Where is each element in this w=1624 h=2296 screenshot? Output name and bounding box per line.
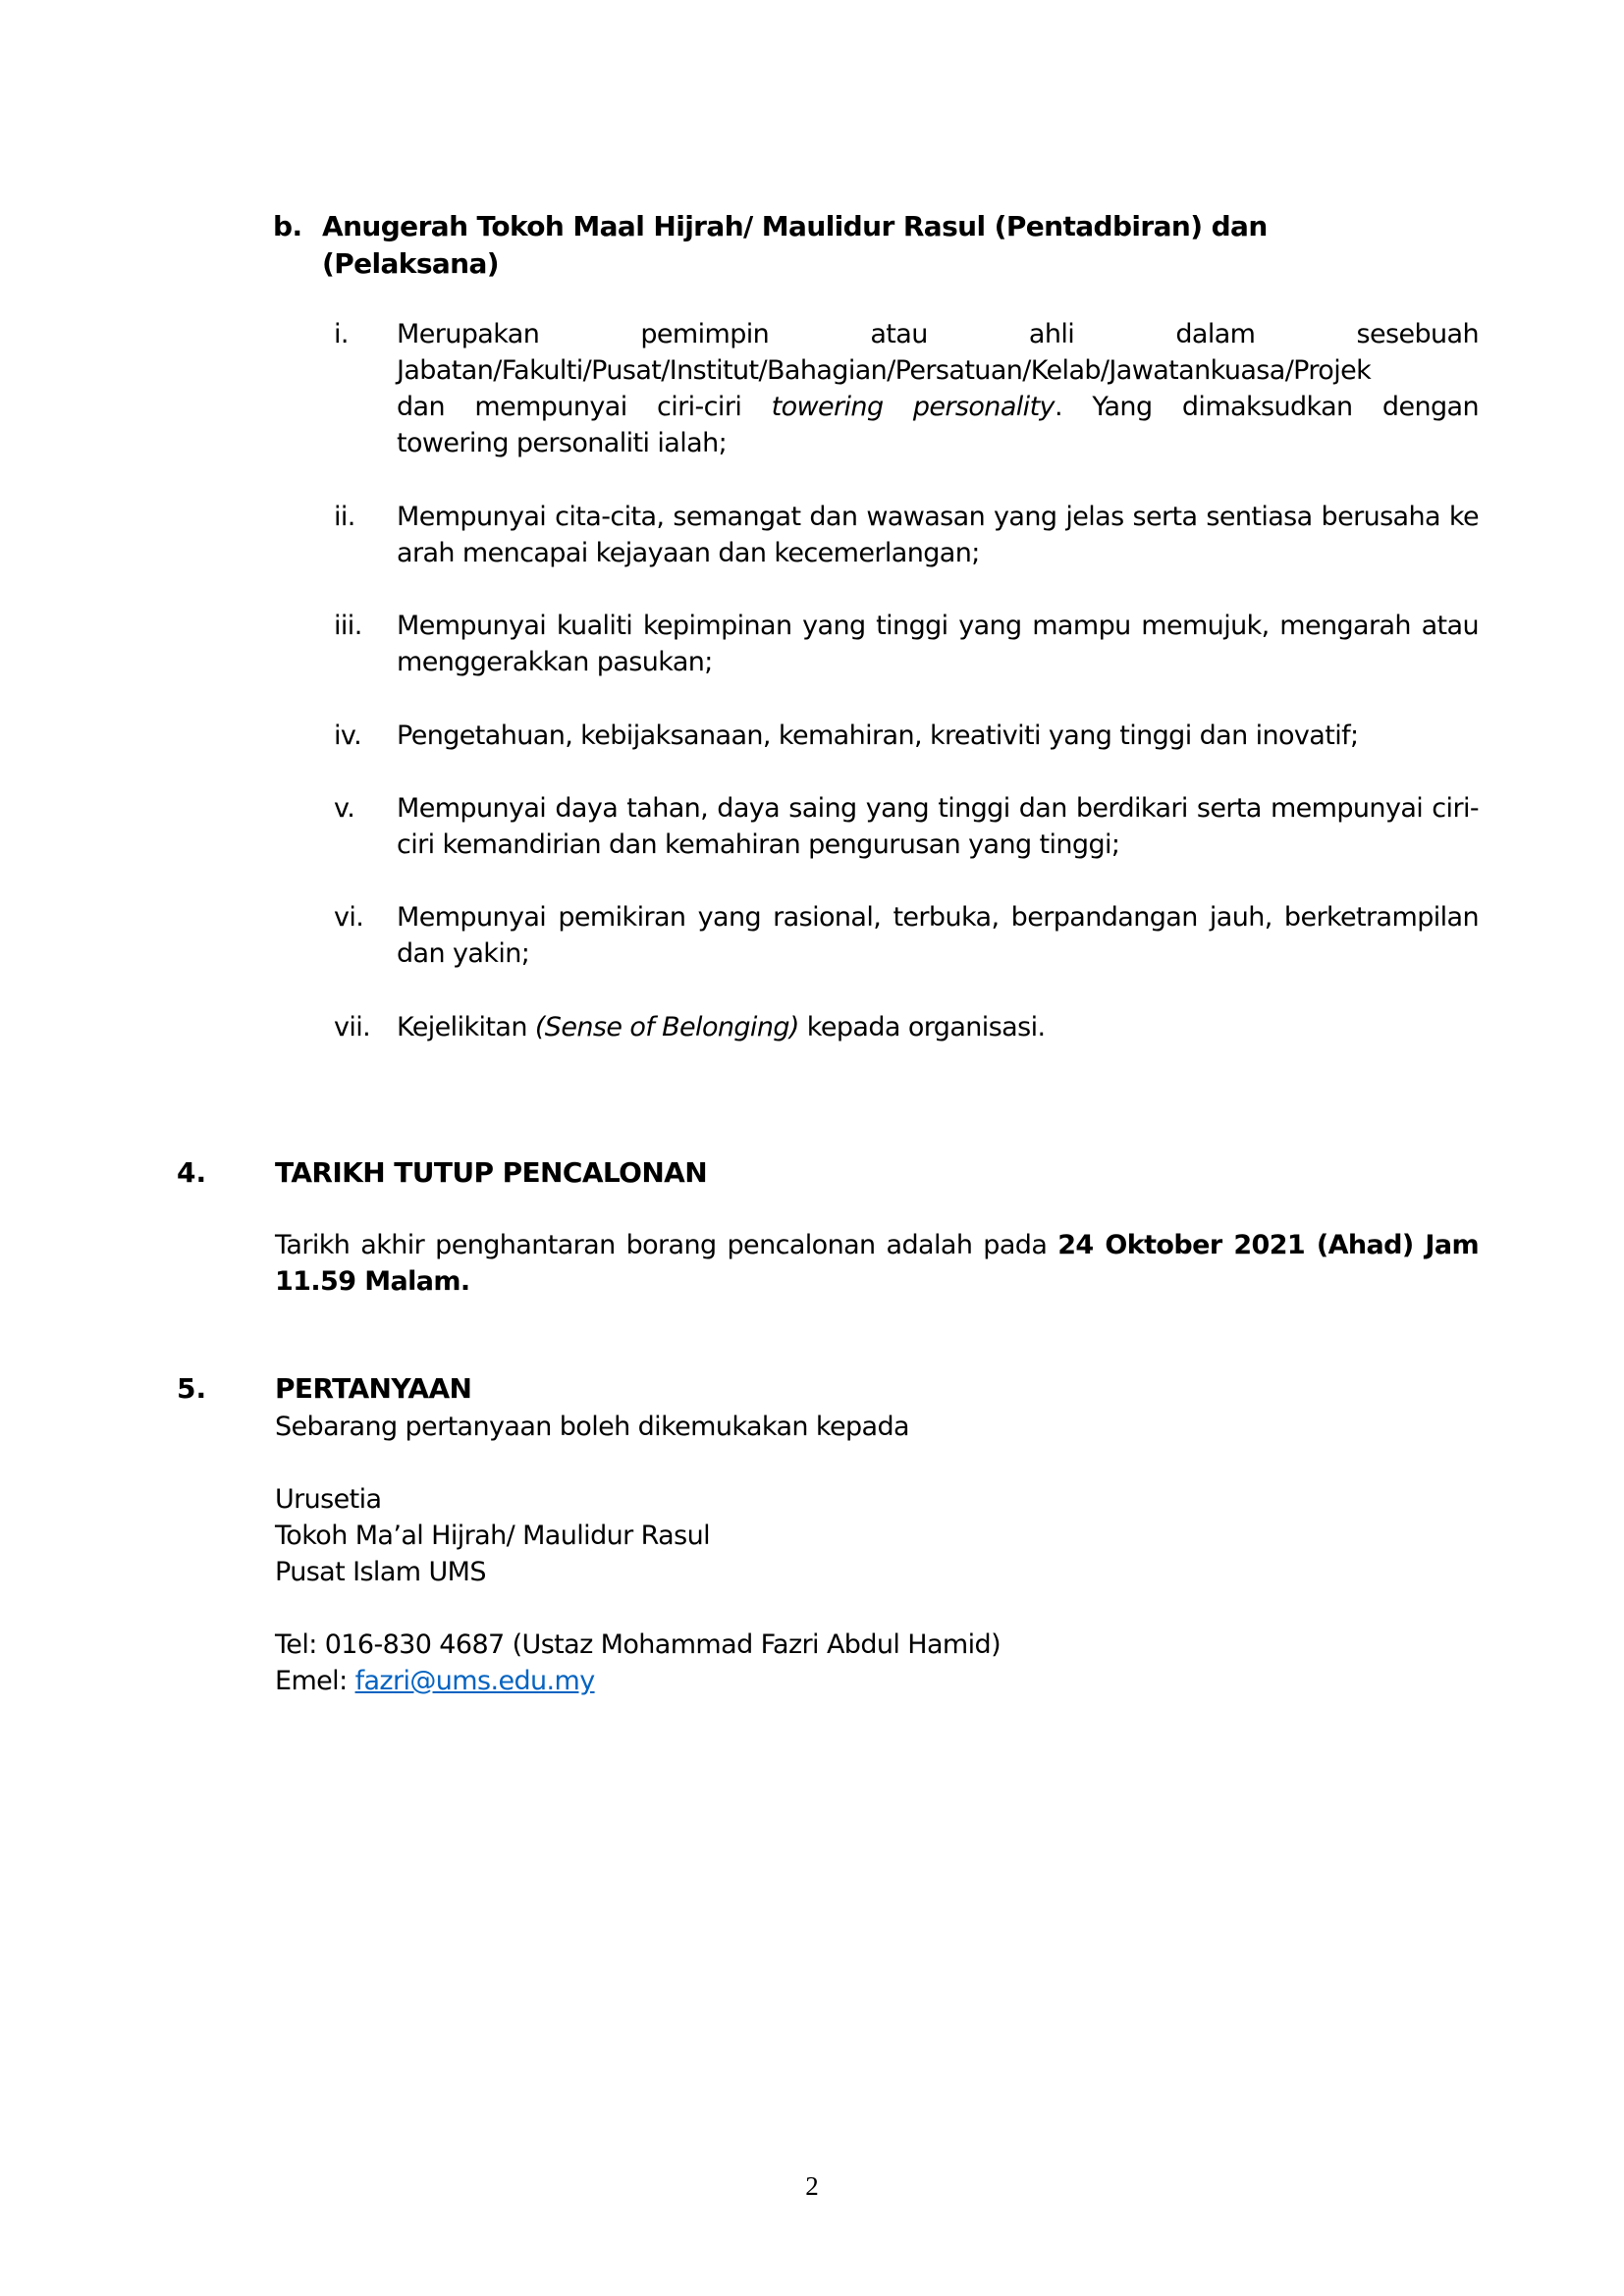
criteria-number: iii. xyxy=(334,611,362,641)
criteria-line: Jabatan/Fakulti/Pusat/Institut/Bahagian/Persatuan/Kelab/Jawatankuasa/Projek xyxy=(397,355,1372,386)
criteria-text: Pengetahuan, kebijaksanaan, kemahiran, kreativiti yang tinggi dan inovatif; xyxy=(397,721,1359,751)
criteria-text: Mempunyai cita-cita, semangat dan wawasan yang jelas serta sentiasa berusaha ke arah mencapai kejayaan dan kecemerlangan; xyxy=(397,502,1479,568)
contact-line: Pusat Islam UMS xyxy=(275,1557,486,1587)
criteria-item xyxy=(334,608,1479,680)
criteria-text xyxy=(397,1009,1479,1045)
contact-line: Tokoh Ma’al Hijrah/ Maulidur Rasul xyxy=(275,1521,710,1551)
criteria-text: Mempunyai daya tahan, daya saing yang tinggi dan berdikari serta mempunyai ciri-ciri kemandirian dan kemahiran pengurusan yang tinggi; xyxy=(397,793,1479,860)
criteria-number: vi. xyxy=(334,902,364,933)
criteria-item xyxy=(334,899,1479,972)
contact-line: Urusetia xyxy=(275,1484,382,1515)
criteria-number: ii. xyxy=(334,502,355,532)
criteria-italic-term: towering personality xyxy=(771,392,1055,422)
contact-block xyxy=(275,1481,1479,1590)
criteria-text xyxy=(397,316,1479,461)
subsection-marker: b. xyxy=(273,210,302,242)
criteria-text-segment: Kejelikitan xyxy=(397,1012,535,1042)
subsection-heading xyxy=(273,208,1304,283)
contact-details xyxy=(275,1627,1479,1699)
criteria-item xyxy=(334,1009,1479,1045)
criteria-text: Mempunyai pemikiran yang rasional, terbuka, berpandangan jauh, berketrampilan dan yakin; xyxy=(397,902,1479,969)
criteria-italic-term: (Sense of Belonging) xyxy=(534,1012,799,1042)
criteria-item xyxy=(334,718,1479,754)
criteria-number: vii. xyxy=(334,1012,371,1042)
criteria-line xyxy=(397,389,1479,425)
closing-date-intro: Tarikh akhir penghantaran borang pencalonan adalah pada xyxy=(275,1230,1058,1260)
closing-date-value: 24 Oktober 2021 (Ahad) Jam 11.59 Malam. xyxy=(275,1230,1479,1297)
telephone-value: 016-830 4687 (Ustaz Mohammad Fazri Abdul Hamid) xyxy=(324,1629,1001,1660)
criteria-text-segment: . Yang dimaksudkan dengan xyxy=(1054,392,1479,422)
criteria-line: towering personaliti ialah; xyxy=(397,428,728,458)
criteria-text-segment: dan mempunyai ciri-ciri xyxy=(397,392,772,422)
email-line xyxy=(275,1663,1479,1699)
criteria-line: Merupakan pemimpin atau ahli dalam sesebuah xyxy=(397,319,1479,349)
email-link[interactable]: fazri@ums.edu.my xyxy=(354,1666,595,1696)
section-4-number: 4. xyxy=(177,1156,207,1189)
section-4-title: TARIKH TUTUP PENCALONAN xyxy=(275,1156,708,1189)
page-number: 2 xyxy=(805,2171,819,2201)
telephone-label: Tel: xyxy=(275,1629,325,1660)
criteria-text-segment: kepada organisasi. xyxy=(798,1012,1046,1042)
section-5-number: 5. xyxy=(177,1372,207,1405)
criteria-number: i. xyxy=(334,319,349,349)
criteria-text: Mempunyai kualiti kepimpinan yang tinggi yang mampu memujuk, mengarah atau menggerakkan pasukan; xyxy=(397,611,1479,677)
telephone-line xyxy=(275,1627,1479,1663)
section-5-title: PERTANYAAN xyxy=(275,1372,472,1405)
criteria-number: v. xyxy=(334,793,355,824)
section-4-paragraph xyxy=(275,1227,1479,1300)
criteria-item xyxy=(334,790,1479,863)
criteria-item xyxy=(334,499,1479,571)
section-5-intro: Sebarang pertanyaan boleh dikemukakan kepada xyxy=(275,1412,909,1442)
email-label: Emel: xyxy=(275,1666,355,1696)
criteria-item xyxy=(334,316,1479,461)
criteria-number: iv. xyxy=(334,721,362,751)
subsection-title: Anugerah Tokoh Maal Hijrah/ Maulidur Rasul (Pentadbiran) dan (Pelaksana) xyxy=(322,210,1268,280)
